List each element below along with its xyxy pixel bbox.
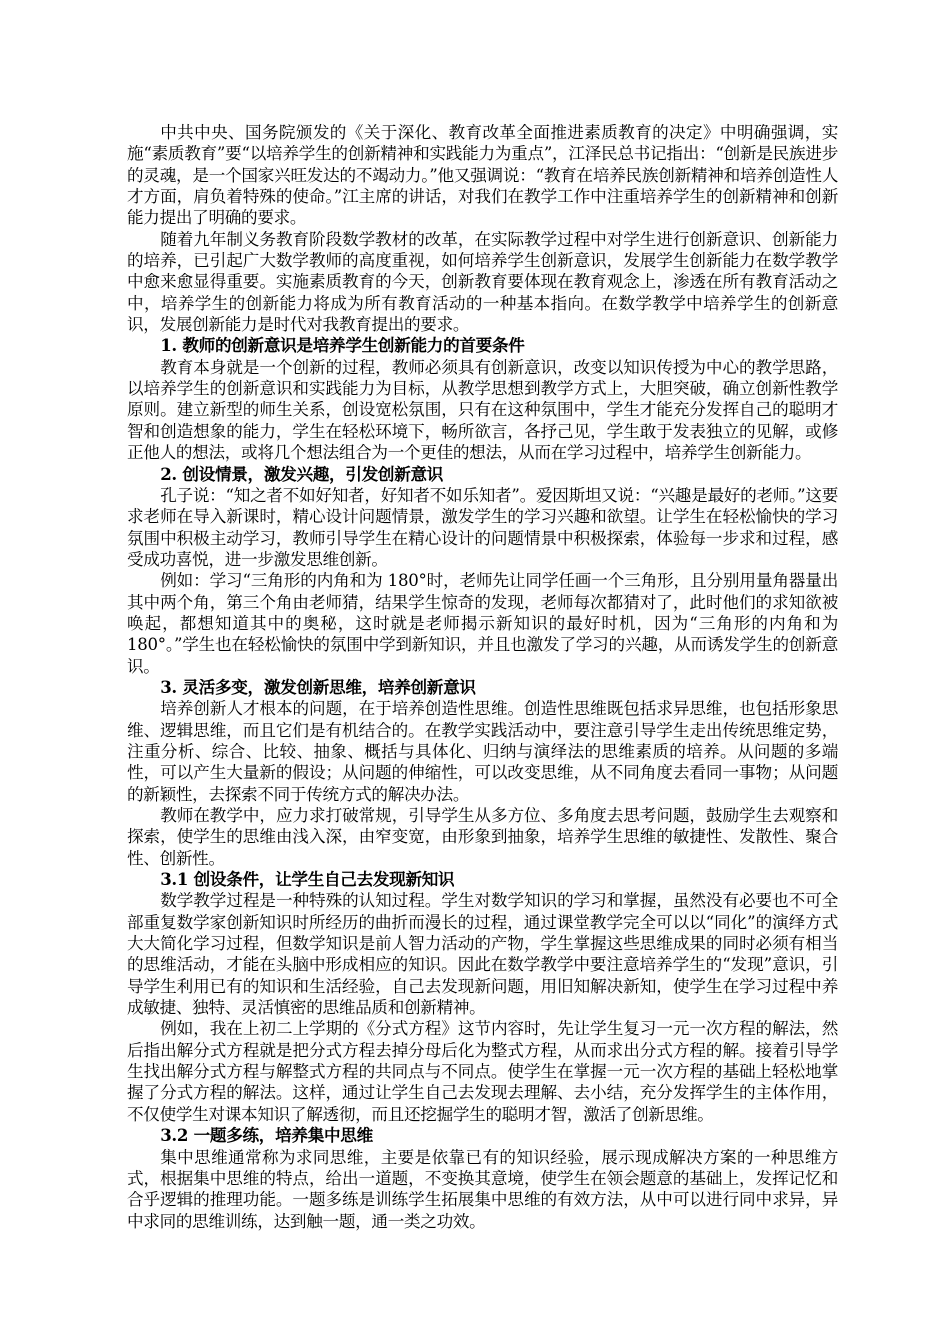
intro-paragraph-2: 随着九年制义务教育阶段数学教材的改革，在实际教学过程中对学生进行创新意识、创新能力的培养，已引起广大数学教师的高度重视，如何培养学生创新意识，发展学生创新能力在数学教学中愈来愈显得重要。实施素质教育的今天，创新教育要体现在教育观念上，渗透在所有教育活动之中，培养学生的创新能力将成为所有教育活动的一种基本指向。在数学教学中培养学生的创新意识，发展创新能力是时代对我教育提出的要求。	[127, 229, 838, 335]
section-1-paragraph: 教育本身就是一个创新的过程，教师必须具有创新意识，改变以知识传授为中心的教学思路，以培养学生的创新意识和实践能力为目标，从教学思想到教学方式上，大胆突破，确立创新性教学原则。建立新型的师生关系，创设宽松氛围，只有在这种氛围中，学生才能充分发挥自己的聪明才智和创造想象的能力，学生在轻松环境下，畅所欲言，各抒己见，学生敢于发表独立的见解，或修正他人的想法，或将几个想法组合为一个更佳的想法，从而在学习过程中，培养学生创新能力。	[127, 357, 838, 463]
section-3-1-paragraph-1: 数学教学过程是一种特殊的认知过程。学生对数学知识的学习和掌握，虽然没有必要也不可全部重复数学家创新知识时所经历的曲折而漫长的过程，通过课堂教学完全可以以“同化”的演绎方式大大简化学习过程，但数学知识是前人智力活动的产物，学生掌握这些思维成果的同时必须有相当的思维活动，才能在头脑中形成相应的知识。因此在数学教学中要注意培养学生的“发现”意识，引导学生利用已有的知识和生活经验，自己去发现新问题，用旧知解决新知，使学生在学习过程中养成敏捷、独特、灵活慎密的思维品质和创新精神。	[127, 891, 838, 1018]
section-1-heading: 1. 教师的创新意识是培养学生创新能力的首要条件	[160, 335, 525, 356]
section-3-1-paragraph-2: 例如，我在上初二上学期的《分式方程》这节内容时，先让学生复习一元一次方程的解法，然后指出解分式方程就是把分式方程去掉分母后化为整式方程，从而求出分式方程的解。接着引导学生找出解分式方程与解整式方程的共同点与不同点。使学生在掌握一元一次方程的基础上轻松地掌握了分式方程的解法。这样，通过让学生自己去发现去理解、去小结，充分发挥学生的主体作用，不仅使学生对课本知识了解透彻，而且还挖掘学生的聪明才智，激活了创新思维。	[127, 1019, 838, 1124]
section-2-heading: 2. 创设情景，激发兴趣，引发创新意识	[160, 463, 444, 484]
section-3-paragraph-1: 培养创新人才根本的问题，在于培养创造性思维。创造性思维既包括求异思维，也包括形象思维、逻辑思维，而且它们是有机结合的。在教学实践活动中，要注意引导学生走出传统思维定势，注重分析、综合、比较、抽象、概括与具体化、归纳与演绎法的思维素质的培养。从问题的多端性，可以产生大量新的假设；从问题的伸缩性，可以改变思维，从不同角度去看同一事物；从问题的新颖性，去探索不同于传统方式的解决办法。	[127, 699, 838, 804]
section-2-paragraph-1: 孔子说：“知之者不如好知者，好知者不如乐知者”。爱因斯坦又说：“兴趣是最好的老师。”这要求老师在导入新课时，精心设计问题情景，激发学生的学习兴趣和欲望。让学生在轻松愉快的学习氛围中积极主动学习，教师引导学生在精心设计的问题情景中积极探索，体验每一步求和过程，感受成功喜悦，进一步激发思维创新。	[127, 485, 838, 569]
section-3-1-heading: 3.1 创设条件，让学生自己去发现新知识	[160, 869, 455, 890]
section-3-paragraph-2: 教师在教学中，应力求打破常规，引导学生从多方位、多角度去思考问题，鼓励学生去观察和探索，使学生的思维由浅入深，由窄变宽，由形象到抽象，培养学生思维的敏捷性、发散性、聚合性、创新性。	[127, 806, 838, 868]
section-3-2-paragraph: 集中思维通常称为求同思维，主要是依靠已有的知识经验，展示现成解决方案的一种思维方式，根据集中思维的特点，给出一道题，不变换其意境，使学生在领会题意的基础上，发挥记忆和合乎逻辑的推理功能。一题多练是训练学生拓展集中思维的有效方法，从中可以进行同中求异，异中求同的思维训练，达到触一题，通一类之功效。	[127, 1147, 838, 1231]
section-2-paragraph-2: 例如：学习“三角形的内角和为 180°时，老师先让同学任画一个三角形，且分别用量角器量出其中两个角，第三个角由老师猜，结果学生惊奇的发现，老师每次都猜对了，此时他们的求知欲被唤起，都想知道其中的奥秘，这时就是老师揭示新知识的最好时机，因为“三角形的内角和为 180°。”学生也在轻松愉快的氛围中学到新知识，并且也激发了学习的兴趣，从而诱发学生的创新意识。	[127, 571, 838, 676]
intro-paragraph-1: 中共中央、国务院颁发的《关于深化、教育改革全面推进素质教育的决定》中明确强调，实施“素质教育”要“以培养学生的创新精神和实践能力为重点”，江泽民总书记指出：“创新是民族进步的灵魂，是一个国家兴旺发达的不竭动力。”他又强调说：“教育在培养民族创新精神和培养创造性人才方面，肩负着特殊的使命。”江主席的讲话，对我们在教学工作中注重培养学生的创新精神和创新能力提出了明确的要求。	[127, 123, 838, 228]
section-3-2-heading: 3.2 一题多练，培养集中思维	[160, 1125, 373, 1146]
section-3-heading: 3. 灵活多变，激发创新思维，培养创新意识	[160, 676, 476, 697]
document-page	[127, 122, 838, 1232]
